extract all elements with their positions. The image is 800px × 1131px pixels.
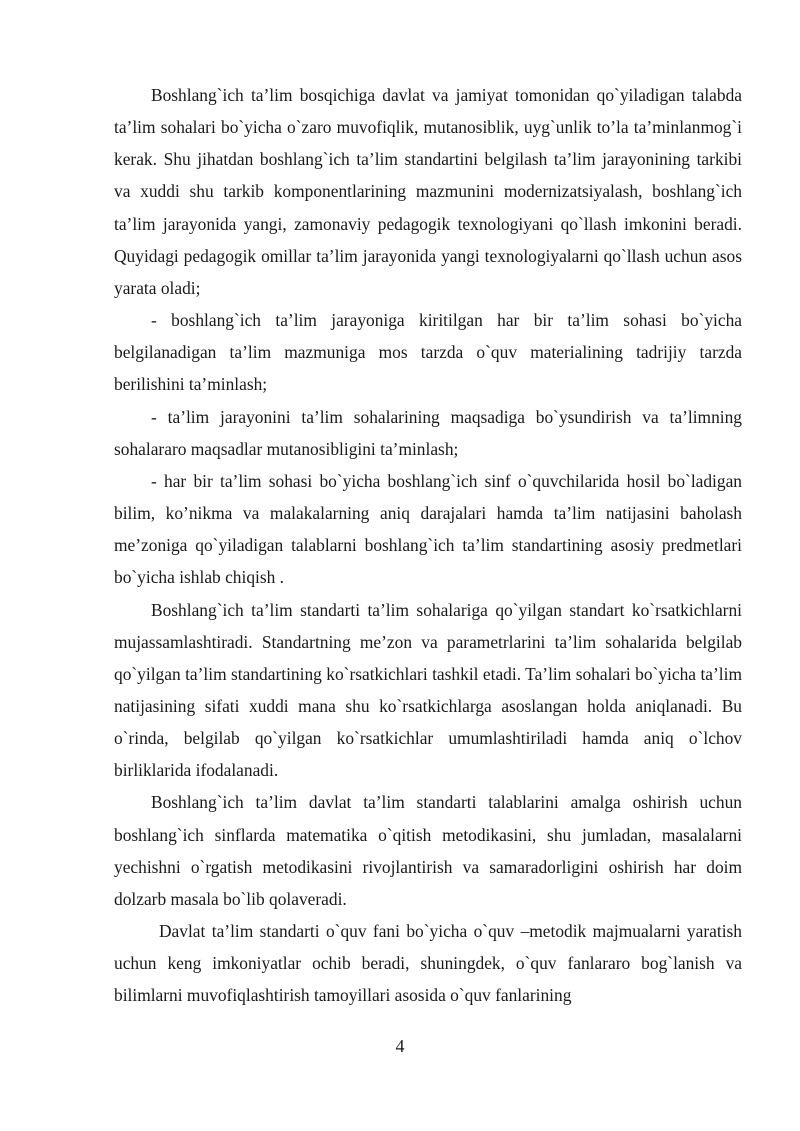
paragraph-4: - har bir ta’lim sohasi bo`yicha boshlang`ich sinf o`quvchilarida hosil bo`ladigan bilim, ko’nikma va malakalarning aniq darajalari hamda ta’lim natijasini baholash me’zoniga qo`yiladigan talablarni boshlang`ich ta’lim standartining asosiy predmetlari bo`yicha ishlab chiqish . — [114, 470, 742, 588]
paragraph-1: Boshlang`ich ta’lim bosqichiga davlat va jamiyat tomonidan qo`yiladigan talabda ta’lim sohalari bo`yicha o`zaro muvofiqlik, mutanosiblik, uyg`unlik to’la ta’minlanmog`i kerak. Shu jihatdan boshlang`ich ta’lim standartini belgilash ta’lim jarayonining tarkibi va xuddi shu tarkib komponentlarining mazmunini modernizatsiyalash, boshlang`ich ta’lim jarayonida yangi, zamonaviy pedagogik texnologiyani qo`llash imkonini beradi. Quyidagi pedagogik omillar ta’lim jarayonida yangi texnologiyalarni qo`llash uchun asos yarata oladi; — [114, 85, 742, 298]
paragraph-6: Boshlang`ich ta’lim davlat ta’lim standarti talablarini amalga oshirish uchun boshlang`ich sinflarda matematika o`qitish metodikasini, shu jumladan, masalalarni yechishni o`rgatish metodikasini rivojlantirish va samaradorligini oshirish har doim dolzarb masala bo`lib qolaveradi. — [114, 792, 742, 909]
page-number: 4 — [395, 1036, 405, 1056]
body-text — [114, 79, 742, 1012]
paragraph-2: - boshlang`ich ta’lim jarayoniga kiritilgan har bir ta’lim sohasi bo`yicha belgilanadigan ta’lim mazmuniga mos tarzda o`quv materialining tadrijiy tarzda berilishini ta’minlash; — [114, 310, 742, 395]
paragraph-5: Boshlang`ich ta’lim standarti ta’lim sohalariga qo`yilgan standart ko`rsatkichlarni mujassamlashtiradi. Standartning me’zon va parametrlarini ta’lim sohalarida belgilab qo`yilgan ta’lim standartining ko`rsatkichlari tashkil etadi. Ta’lim sohalari bo`yicha ta’lim natijasining sifati xuddi mana shu ko`rsatkichlarga asoslangan holda aniqlanadi. Bu o`rinda, belgilab qo`yilgan ko`rsatkichlar umumlashtiriladi hamda aniq o`lchov birliklarida ifodalanadi. — [114, 599, 742, 781]
paragraph-7: Davlat ta’lim standarti o`quv fani bo`yicha o`quv –metodik majmualarni yaratish uchun keng imkoniyatlar ochib beradi, shuningdek, o`quv fanlararo bog`lanish va bilimlarni muvofiqlashtirish tamoyillari asosida o`quv fanlarining — [114, 921, 742, 1006]
paragraph-3: - ta’lim jarayonini ta’lim sohalarining maqsadiga bo`ysundirish va ta’limning sohalararo maqsadlar mutanosibligini ta’minlash; — [114, 406, 742, 459]
